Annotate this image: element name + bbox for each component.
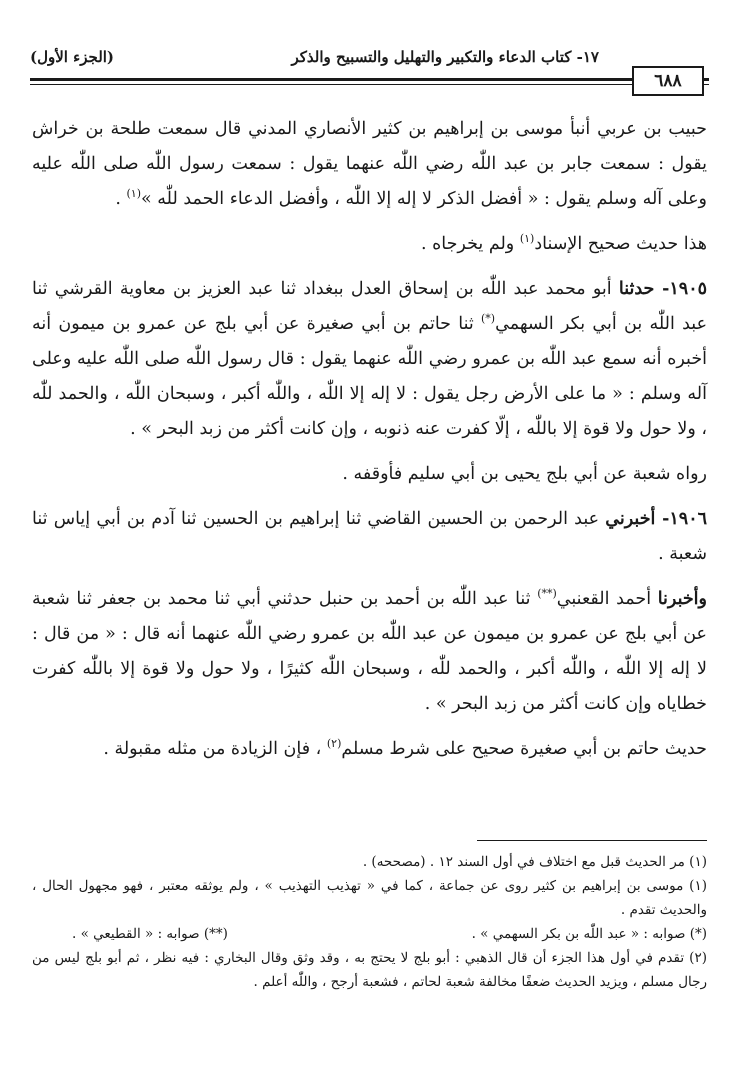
- footnote-1b: (١) موسى بن إبراهيم بن كثير روى عن جماعة ، كما في « تهذيب التهذيب » ، ولم يوثقه معتبر ، فهو مجهول الحال ، والحديث تقدم .: [32, 878, 707, 918]
- footnote-2: (٢) تقدم في أول هذا الجزء أن قال الذهبي : أبو بلج لا يحتج به ، وقد وثق وقال البخاري : فيه نظر ، ثم أبو بلج ليس من رجال مسلم ، ويزيد الحديث ضعفًا مخالفة شعبة لحاتم ، فشعبة أرجح ، واللّٰه أعلم .: [32, 950, 707, 990]
- main-text: [32, 112, 707, 767]
- akhbarana-text-b: ثنا عبد اللّٰه بن أحمد بن حنبل حدثني أبي ثنا محمد بن جعفر ثنا شعبة عن أبي بلج عن عمرو بن ميمون عن عبد اللّٰه بن عمرو رضي اللّٰه عنهما أنه قال : « من قال : لا إله إلا اللّٰه ، واللّٰه أكبر ، والحمد للّٰه ، وسبحان اللّٰه كثيرًا ، ولا حول ولا قوة إلا باللّٰه كفرت خطاياه وإن كانت أكثر من زبد البحر » .: [32, 589, 707, 714]
- footnote-ref: (*): [481, 312, 496, 326]
- paragraph-jabir-end: .: [115, 189, 127, 209]
- footnote-star: (*) صوابه : « عبد اللّٰه بن بكر السهمي » .: [471, 926, 707, 942]
- paragraph-akhbarana: [32, 582, 707, 722]
- akhbarana-text-a: أحمد القعنبي: [556, 589, 658, 609]
- hadith-1906-text: عبد الرحمن بن الحسين القاضي ثنا إبراهيم بن الحسين ثنا آدم بن أبي إياس ثنا شعبة .: [32, 509, 707, 564]
- running-header: [30, 46, 709, 70]
- hadith-1906: [32, 502, 707, 572]
- part-label: (الجزء الأول): [30, 48, 115, 66]
- hadith-keyword: أخبرني: [605, 509, 656, 529]
- paragraph-final: [32, 732, 707, 767]
- hadith-1905-text-b: ثنا حاتم بن أبي صغيرة عن أبي بلج عن عمرو بن ميمون أنه أخبره أنه سمع عبد اللّٰه بن عمرو رضي اللّٰه عنهما يقول : قال رسول اللّٰه صلى اللّٰه عليه وعلى آله وسلم : « ما على الأرض رجل يقول : لا إله إلا اللّٰه ، واللّٰه أكبر ، وسبحان اللّٰه ، والحمد للّٰه ، ولا حول ولا قوة إلا باللّٰه ، إلّا كفرت عنه ذنوبه ، وإن كانت أكثر من زبد البحر » .: [32, 314, 707, 439]
- footnote-ref: (٢): [326, 737, 342, 751]
- footnote-star-row: [32, 922, 707, 946]
- footnote-ref: (١): [126, 187, 141, 201]
- footnote-ref: (١): [519, 232, 535, 246]
- paragraph-jabir: [32, 112, 707, 217]
- final-text-a: حديث حاتم بن أبي صغيرة صحيح على شرط مسلم: [341, 739, 707, 759]
- paragraph-grading: [32, 227, 707, 262]
- footnote-double-star: (**) صوابه : « القطيعي » .: [72, 926, 228, 942]
- final-text-b: ، فإن الزيادة من مثله مقبولة .: [103, 739, 327, 759]
- grading-text-b: ولم يخرجاه .: [420, 234, 520, 254]
- hadith-number: ١٩٠٦-: [655, 509, 708, 529]
- chapter-title: ١٧- كتاب الدعاء والتكبير والتهليل والتسبيح والذكر: [291, 48, 599, 66]
- grading-text-a: هذا حديث صحيح الإسناد: [534, 234, 707, 254]
- hadith-keyword: وأخبرنا: [657, 589, 707, 609]
- paragraph-jabir-text: حبيب بن عربي أنبأ موسى بن إبراهيم بن كثير الأنصاري المدني قال سمعت طلحة بن خراش يقول : سمعت جابر بن عبد اللّٰه رضي اللّٰه عنهما يقول : سمعت رسول اللّٰه صلى اللّٰه عليه وعلى آله وسلم يقول : « أفضل الذكر لا إله إلا اللّٰه ، وأفضل الدعاء الحمد للّٰه »: [32, 119, 707, 209]
- footnote-ref: (**): [537, 587, 557, 601]
- hadith-1905-text-a: أبو محمد عبد اللّٰه بن إسحاق العدل ببغداد ثنا عبد العزيز بن معاوية القرشي ثنا عبد اللّٰه بن أبي بكر السهمي: [32, 279, 708, 334]
- footnotes: [32, 850, 707, 994]
- header-rule-thin: [30, 84, 709, 85]
- hadith-1905: [32, 272, 707, 447]
- paragraph-shuba: رواه شعبة عن أبي بلج يحيى بن أبي سليم فأوقفه .: [342, 464, 707, 484]
- page-number: ٦٨٨: [632, 66, 704, 96]
- footnote-1a: (١) مر الحديث قبل مع اختلاف في أول السند ١٢ . (مصححه) .: [362, 854, 707, 870]
- hadith-keyword: حدثنا: [618, 279, 655, 299]
- footnote-separator: [477, 840, 707, 841]
- header-rule-thick: [30, 78, 709, 81]
- hadith-number: ١٩٠٥-: [654, 279, 707, 299]
